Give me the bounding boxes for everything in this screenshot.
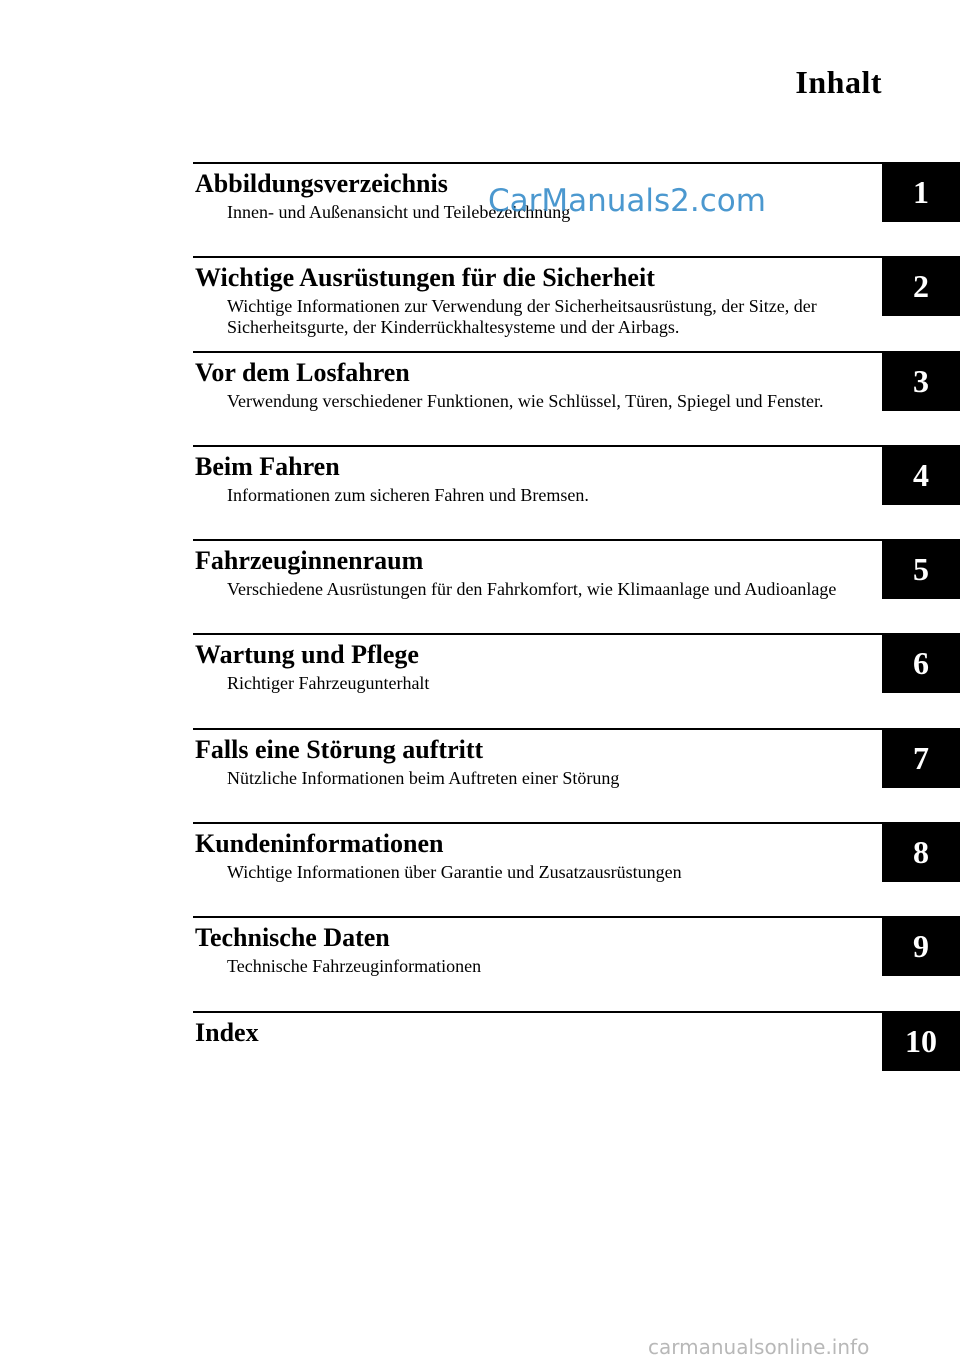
page-title: Inhalt [795,64,882,100]
divider [193,916,883,918]
chapter-description: Nützliche Informationen beim Auftreten einer Störung [227,767,620,788]
divider [193,351,883,353]
toc-entry-8[interactable] [0,822,960,916]
chapter-title[interactable]: Abbildungsverzeichnis [195,169,448,198]
chapter-title[interactable]: Technische Daten [195,923,390,953]
chapter-description: Wichtige Informationen über Garantie und Zusatzausrüstungen [227,862,682,883]
toc-entry-3[interactable] [0,351,960,445]
divider [193,1011,883,1013]
divider [193,445,883,447]
chapter-tab-3[interactable]: 3 [882,351,960,411]
toc-entry-5[interactable] [0,539,960,633]
watermark-top: CarManuals2.com [488,183,766,219]
chapter-tab-9[interactable]: 9 [882,916,960,976]
chapter-title[interactable]: Vor dem Losfahren [195,357,410,387]
chapter-tab-10[interactable]: 10 [882,1011,960,1071]
chapter-tab-6[interactable]: 6 [882,633,960,693]
divider [193,539,883,541]
chapter-description: Technische Fahrzeuginformationen [227,956,482,977]
chapter-tab-4[interactable]: 4 [882,445,960,505]
toc-entry-2[interactable] [0,256,960,350]
toc-entry-10[interactable] [0,1011,960,1105]
divider [193,822,883,824]
chapter-description: Verschiedene Ausrüstungen für den Fahrkomfort, wie Klimaanlage und Audioanlage [227,579,837,600]
toc-entry-4[interactable] [0,445,960,539]
chapter-title[interactable]: Wartung und Pflege [195,640,419,670]
divider [193,162,883,164]
toc-entry-7[interactable] [0,728,960,822]
divider [193,256,883,258]
toc-entry-9[interactable] [0,916,960,1010]
divider [193,633,883,635]
chapter-tab-7[interactable]: 7 [882,728,960,788]
chapter-tab-5[interactable]: 5 [882,539,960,599]
chapter-description: Informationen zum sicheren Fahren und Bremsen. [227,484,589,505]
watermark-bottom: carmanualsonline.info [648,1335,870,1359]
chapter-tab-2[interactable]: 2 [882,256,960,316]
chapter-description: Wichtige Informationen zur Verwendung der Sicherheitsausrüstung, der Sitze, der Sicherheitsgurte, der Kinderrückhaltesysteme und der Airbags. [227,296,817,338]
chapter-title[interactable]: Falls eine Störung auftritt [195,734,484,764]
chapter-title[interactable]: Index [195,1017,259,1047]
toc-entry-1[interactable] [0,162,960,256]
chapter-tab-8[interactable]: 8 [882,822,960,882]
divider [193,728,883,730]
chapter-tab-1[interactable]: 1 [882,162,960,222]
chapter-title[interactable]: Kundeninformationen [195,829,444,859]
chapter-title[interactable]: Wichtige Ausrüstungen für die Sicherheit [195,263,655,293]
chapter-description: Richtiger Fahrzeugunterhalt [227,673,430,694]
chapter-title[interactable]: Fahrzeuginnenraum [195,546,424,576]
chapter-description: Verwendung verschiedener Funktionen, wie Schlüssel, Türen, Spiegel und Fenster. [227,390,824,411]
chapter-description: Innen- und Außenansicht und Teilebezeichnung [227,202,571,222]
table-of-contents [0,162,960,1105]
chapter-title[interactable]: Beim Fahren [195,451,340,481]
toc-entry-6[interactable] [0,633,960,727]
